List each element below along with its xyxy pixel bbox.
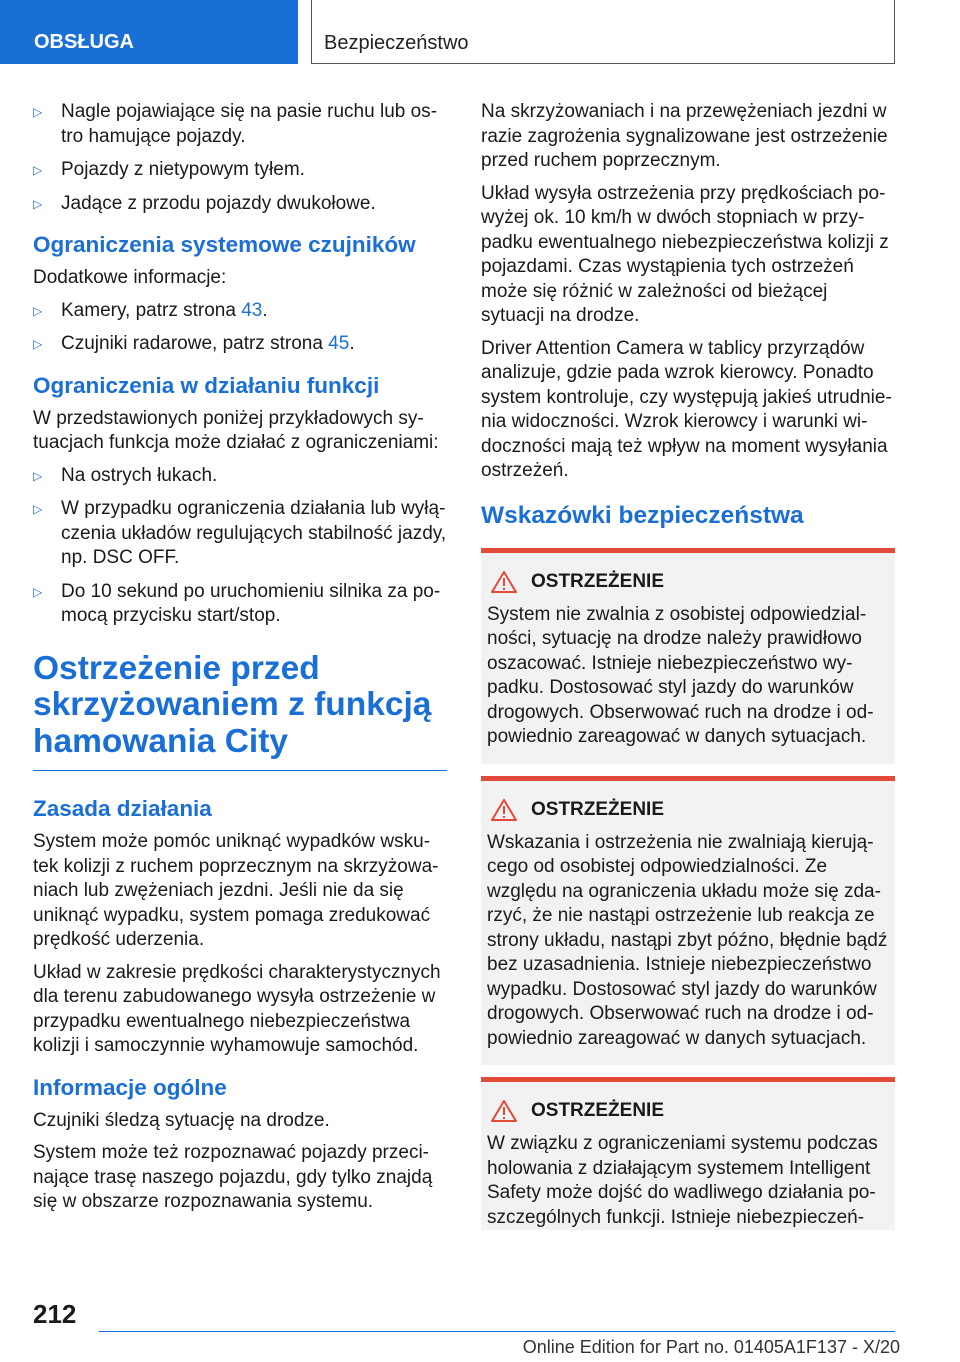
triangle-bullet-icon: ▷ — [33, 163, 43, 177]
right-paragraph-2: Układ wysyła ostrzeżenia przy prędkościach powyżej ok. 10 km/h w dwóch stopniach w przypadku ewentualnego niebezpieczeństwa kolizji z pojazdami. Czas wystąpienia tych ostrzeżeń może się różnić w zależności od bieżącej sytuacji na drodze. — [481, 182, 889, 326]
right-column — [481, 100, 895, 1240]
bullet-list-function — [33, 464, 447, 629]
triangle-bullet-icon: ▷ — [33, 502, 43, 516]
warning-triangle-icon — [491, 1100, 517, 1122]
warning-title: OSTRZEŻENIE — [531, 570, 665, 592]
left-column — [33, 100, 447, 1223]
chapter-title-rule — [33, 770, 447, 771]
warning-header — [487, 571, 889, 593]
triangle-bullet-icon: ▷ — [33, 105, 43, 119]
warning-box — [481, 548, 895, 764]
principle-paragraph-2: Układ w zakresie prędkości charakterystycznych dla terenu zabudowanego wysyła ostrzeżenie w przypadku ewentualnego niebezpieczeństwa kolizji i samoczynnie wyhamowuje samochód. — [33, 961, 441, 1056]
right-paragraph-1: Na skrzyżowaniach i na przewężeniach jezdni w razie zagrożenia sygnalizowane jest ostrzeżenie przed ruchem poprzecznym. — [481, 101, 888, 171]
page-number: 212 — [33, 1299, 77, 1329]
triangle-bullet-icon: ▷ — [33, 468, 43, 483]
warning-text: W związku z ograniczeniami systemu podczas holowania z działającym systemem Intelligent Safety może dojść do wadliwego działania poszczególnych funkcji. Istnieje niebezpieczeń- — [487, 1133, 878, 1228]
section-tab: OBSŁUGA — [0, 0, 298, 64]
heading-sensor-limits: Ograniczenia systemowe czujników — [33, 232, 416, 257]
heading-general-info: Informacje ogólne — [33, 1074, 227, 1100]
page-link-43[interactable]: 43 — [241, 299, 263, 321]
warning-triangle-icon — [491, 571, 517, 593]
heading-principle: Zasada działania — [33, 796, 212, 821]
triangle-bullet-icon: ▷ — [33, 584, 43, 599]
warning-title: OSTRZEŻENIE — [531, 1100, 665, 1121]
general-paragraph-1: Czujniki śledzą sytuację na drodze. — [33, 1109, 330, 1131]
footer-rule — [99, 1331, 895, 1332]
list-item: ▷ Na ostrych łukach. — [33, 464, 218, 486]
page-link-45[interactable]: 45 — [328, 333, 350, 354]
bullet-list-sensors — [33, 299, 447, 357]
warning-box — [481, 776, 895, 1066]
warning-header — [487, 799, 889, 821]
chapter-title: Ostrzeżenie przed skrzyżowaniem z funkcją hamowania City — [33, 649, 432, 760]
list-item: ▷ Kamery, patrz strona 43. — [33, 299, 268, 321]
triangle-bullet-icon: ▷ — [33, 196, 43, 211]
right-paragraph-3: Driver Attention Camera w tablicy przyrządów analizuje, gdzie pada wzrok kierowcy. Ponadto system kontroluje, czy występują jakieś utrudnienia widoczności. Wzrok kierowcy i warunki widoczności mają też wpływ na moment wysyłania ostrzeżeń. — [481, 337, 892, 481]
warning-text: Wskazania i ostrzeżenia nie zwalniają kierującego od osobistej odpowiedzialności. Ze względu na ograniczenia układu może się zdarzyć, że nie nastąpi ostrzeżenie lub reakcja ze strony układu, nastąpi zbyt późno, błędnie bądź bez uzasadnienia. Istnieje niebezpieczeństwo wypadku. Dostosować styl jazdy do warunków drogowych. Obserwować ruch na drodze i odpowiednio zareagować w danych sytuacjach. — [487, 831, 888, 1049]
list-item: ▷ Do 10 sekund po uruchomieniu silnika za pomocą przycisku start/stop. — [33, 580, 441, 626]
more-info-text: Dodatkowe informacje: — [33, 267, 227, 288]
heading-function-limits: Ograniczenia w działaniu funkcji — [33, 372, 380, 398]
warning-triangle-icon — [491, 799, 517, 821]
warning-title: OSTRZEŻENIE — [531, 798, 665, 820]
warning-text: System nie zwalnia z osobistej odpowiedzialności, sytuację na drodze należy prawidłowo oszacować. Istnieje niebezpieczeństwo wypadku. Dostosować styl jazdy do warunków drogowych. Obserwować ruch na drodze i odpowiednio zareagować w danych sytuacjach. — [487, 603, 874, 747]
general-paragraph-2: System może też rozpoznawać pojazdy przecinające trasę naszego pojazdu, gdy tylko znajdą się w obszarze rozpoznawania systemu. — [33, 1142, 433, 1212]
principle-paragraph-1: System może pomóc uniknąć wypadków wskutek kolizji z ruchem poprzecznym na skrzyżowaniach lub zwężeniach jezdni. Jeśli nie da się uniknąć wypadku, system pomaga zredukować prędkość uderzenia. — [33, 831, 439, 950]
triangle-bullet-icon: ▷ — [33, 303, 43, 318]
warning-header — [487, 1100, 889, 1122]
bullet-list-objects — [33, 100, 447, 216]
list-item: ▷ W przypadku ograniczenia działania lub wyłączenia układów regulujących stabilność jazdy, np. DSC OFF. — [33, 498, 447, 568]
list-item: ▷ Jadące z przodu pojazdy dwukołowe. — [33, 192, 376, 214]
heading-safety-notes: Wskazówki bezpieczeństwa — [481, 501, 804, 529]
warning-box — [481, 1077, 895, 1230]
list-item: ▷ Nagle pojawiające się na pasie ruchu lub ostro hamujące pojazdy. — [33, 101, 438, 147]
list-item: ▷ Pojazdy z nietypowym tyłem. — [33, 159, 305, 180]
footer-edition: Online Edition for Part no. 01405A1F137 - X/20 — [522, 1337, 900, 1357]
function-intro-text: W przedstawionych poniżej przykładowych sytuacjach funkcja może działać z ograniczeniami: — [33, 407, 439, 453]
list-item: ▷ Czujniki radarowe, patrz strona 45. — [33, 333, 355, 354]
triangle-bullet-icon: ▷ — [33, 337, 43, 351]
page-header-title: Bezpieczeństwo — [311, 0, 895, 64]
